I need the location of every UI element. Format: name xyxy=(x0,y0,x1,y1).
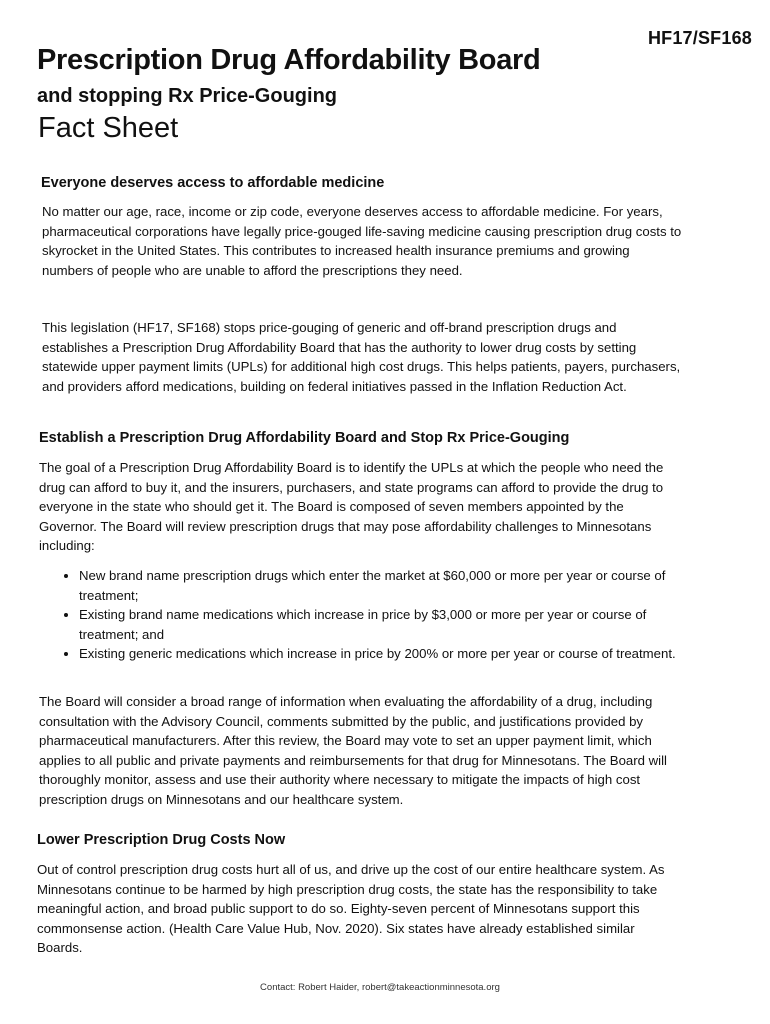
section-board-paragraph-1: The goal of a Prescription Drug Affordability Board is to identify the UPLs at which the people who need the drug can afford to buy it, and the insurers, purchasers, and state programs can afford to provide the drug to everyone in the state who should get it. The Board is composed of seven members appointed by the Governor. The Board will review prescription drugs that may pose affordability challenges to Minnesotans including: xyxy=(39,460,664,553)
section-heading-access: Everyone deserves access to affordable medicine xyxy=(41,175,385,191)
section-board-paragraph-2: The Board will consider a broad range of information when evaluating the affordability of a drug, including consultation with the Advisory Council, comments submitted by the public, and justifications provided by pharmaceutical manufacturers. After this review, the Board may vote to set an upper payment limit, which applies to all public and private payments and reimbursements for that drug for Minnesotans. The Board will thoroughly monitor, assess and use their authority where necessary to mitigate the impacts of high cost prescription drugs on Minnesotans and our healthcare system. xyxy=(39,694,667,807)
section-access-paragraph-1: No matter our age, race, income or zip code, everyone deserves access to affordable medicine. For years, pharmaceutical corporations have legally price-gouged life-saving medicine causing prescription drug costs to skyrocket in the United States. This contributes to increased health insurance premiums and growing numbers of people who are unable to afford the prescriptions they need. xyxy=(42,204,682,278)
list-item: • Existing generic medications which increase in price by 200% or more per year or course of treatment. xyxy=(79,644,689,664)
contact-footer: Contact: Robert Haider, robert@takeactionminnesota.org xyxy=(260,982,500,993)
affordability-criteria-list xyxy=(60,566,689,664)
section-heading-lower-costs: Lower Prescription Drug Costs Now xyxy=(37,832,286,848)
bill-number: HF17/SF168 xyxy=(647,28,752,48)
section-access-paragraph-2: This legislation (HF17, SF168) stops price-gouging of generic and off-brand prescription drugs and establishes a Prescription Drug Affordability Board that has the authority to lower drug costs by setting statewide upper payment limits (UPLs) for additional high cost drugs. This helps patients, payers, purchasers, and providers afford medications, building on federal initiatives passed in the Inflation Reduction Act. xyxy=(42,320,681,394)
section-heading-establish-board: Establish a Prescription Drug Affordability Board and Stop Rx Price-Gouging xyxy=(39,430,570,446)
document-subtitle: and stopping Rx Price-Gouging xyxy=(37,85,337,107)
document-title: Prescription Drug Affordability Board xyxy=(37,44,541,76)
list-item: • Existing brand name medications which increase in price by $3,000 or more per year or course of treatment; and xyxy=(79,605,689,644)
section-lower-costs-paragraph: Out of control prescription drug costs hurt all of us, and drive up the cost of our entire healthcare system. As Minnesotans continue to be harmed by high prescription drug costs, the state has the responsibility to take meaningful action, and broad public support to do so. Eighty-seven percent of Minnesotans support this commonsense action. (Health Care Value Hub, Nov. 2020). Six states have already established similar Boards. xyxy=(37,862,665,955)
document-type-label: Fact Sheet xyxy=(38,112,179,144)
list-item: • New brand name prescription drugs which enter the market at $60,000 or more per year or course of treatment; xyxy=(79,566,689,605)
